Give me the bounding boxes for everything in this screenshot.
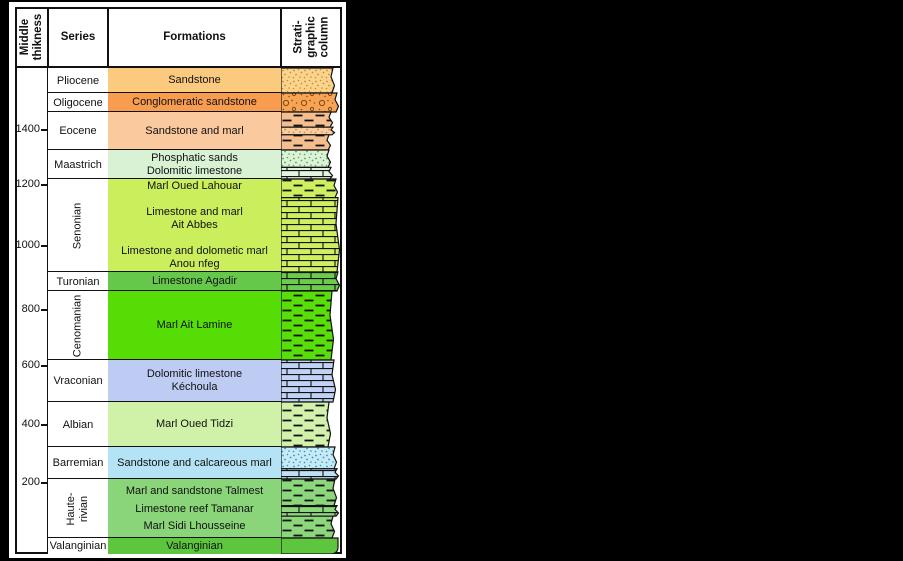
series-label-barremian: Barremian	[52, 457, 104, 469]
series-cell-maastrich	[48, 150, 108, 179]
header-strat-column	[281, 7, 342, 67]
formation-text-line: Sandstone and marl	[145, 124, 244, 137]
series-cell-vraconian	[48, 360, 108, 402]
header-strat-line1: Strati-	[292, 20, 304, 54]
formation-text-line: Valanginian	[166, 539, 223, 552]
strat-band-senonian-1	[281, 198, 340, 272]
header-thickness-rotated-text	[19, 14, 45, 61]
depth-tick-label: 400	[21, 418, 40, 430]
strat-band-barremian-1	[281, 469, 339, 479]
formation-text-line: Dolomitic limestone	[146, 164, 243, 177]
depth-tick-mark	[41, 184, 48, 186]
series-cell-hauterivian	[48, 479, 108, 538]
series-label-line: Senonian	[71, 202, 84, 249]
strat-band-cenomanian-0	[281, 291, 334, 360]
formation-cell-pliocene	[108, 68, 281, 93]
series-cell-valanginian	[48, 538, 108, 554]
depth-tick-label: 800	[21, 303, 40, 315]
series-label-line: Cenomanian	[71, 294, 84, 357]
formation-cell-albian	[108, 402, 281, 447]
depth-tick-label: 1400	[15, 123, 40, 135]
formation-text-line: Sandstone	[168, 74, 221, 86]
formation-text-line: Limestone reef Tamanar	[135, 502, 254, 515]
series-label-maastrich: Maastrich	[54, 158, 102, 171]
strat-band-valanginian-0	[281, 538, 338, 554]
formation-text-line: Marl Oued Tidzi	[155, 418, 234, 430]
formation-text-line	[108, 193, 281, 206]
formation-cell-vraconian	[108, 360, 281, 402]
formation-text-line: Limestone and dolometic marl	[121, 245, 268, 257]
formation-cell-maastrich	[108, 150, 281, 179]
header-series-label: Series	[60, 30, 96, 43]
depth-tick-label: 1200	[15, 178, 40, 190]
series-label-line: rivian	[78, 495, 90, 522]
series-label-hauterivian	[65, 492, 91, 525]
strat-band-senonian-0	[281, 179, 338, 198]
header-strat-line2: graphic	[305, 16, 317, 58]
stratigraphic-column	[281, 68, 342, 554]
formation-text-line: Limestone and marl	[146, 206, 243, 218]
strat-band-eocene-0	[281, 112, 333, 127]
formation-cell-valanginian	[108, 538, 281, 554]
formation-text-line: Marl Sidi Lhousseine	[143, 520, 246, 533]
header-strat-rotated-text	[292, 16, 331, 58]
formation-text-line	[108, 232, 281, 245]
strat-band-pliocene-0	[281, 68, 335, 93]
series-label-valanginian: Valanginian	[49, 540, 107, 552]
formation-text-line: Ait Abbes	[171, 219, 218, 231]
formation-text-line: Phosphatic sands	[151, 151, 238, 164]
strat-band-hauterivian-1	[281, 506, 339, 517]
depth-tick-mark	[41, 424, 48, 426]
series-label-turonian: Turonian	[56, 275, 100, 288]
series-label-cenomanian	[72, 294, 85, 356]
formation-cell-senonian	[108, 179, 281, 272]
formation-cell-oligocene	[108, 93, 281, 112]
formation-text-line: Marl Oued Lahouar	[147, 180, 242, 192]
series-label-senonian	[72, 202, 85, 249]
formation-cell-hauterivian	[108, 479, 281, 538]
strat-band-turonian-0	[281, 272, 340, 291]
formation-text-line: Conglomeratic sandstone	[132, 96, 257, 108]
stratigraphic-column-svg	[281, 68, 342, 554]
formation-text-line: Sandstone and calcareous marl	[117, 456, 272, 469]
formation-text-line: Limestone Agadir	[152, 275, 237, 287]
header-thickness	[15, 7, 48, 67]
formation-cell-barremian	[108, 447, 281, 479]
strat-band-eocene-2	[281, 135, 331, 150]
formation-text-line: Dolomitic limestone	[146, 368, 243, 380]
series-label-albian: Albian	[62, 418, 94, 431]
header-formations-label: Formations	[163, 30, 226, 43]
series-cell-oligocene	[48, 93, 108, 112]
series-label-eocene: Eocene	[59, 125, 97, 137]
depth-tick-mark	[41, 365, 48, 367]
header-thickness-line1: Middle	[18, 18, 31, 56]
header-thickness-line2: thikness	[31, 13, 44, 61]
series-label-line: Haute-	[65, 491, 77, 526]
strat-band-hauterivian-0	[281, 479, 337, 506]
strat-band-barremian-0	[281, 447, 337, 469]
strat-band-maastrich-0	[281, 150, 331, 167]
strat-band-vraconian-0	[281, 360, 336, 402]
formation-cell-turonian	[108, 272, 281, 291]
series-label-oligocene: Oligocene	[53, 96, 103, 109]
formation-text-line: Anou nfeg	[169, 258, 220, 270]
strat-band-eocene-1	[281, 127, 335, 135]
formation-cell-cenomanian	[108, 291, 281, 360]
depth-tick-mark	[41, 129, 48, 131]
series-label-pliocene: Pliocene	[56, 74, 100, 87]
formation-text-line: Marl and sandstone Talmest	[125, 484, 264, 497]
strat-band-maastrich-1	[281, 167, 333, 179]
series-cell-albian	[48, 402, 108, 447]
depth-tick-mark	[41, 309, 48, 311]
header-series	[48, 7, 108, 67]
formation-cell-eocene	[108, 112, 281, 150]
depth-tick-label: 1000	[15, 239, 40, 251]
header-formations	[108, 7, 281, 67]
formation-text-line: Kéchoula	[171, 381, 218, 393]
series-cell-cenomanian	[48, 291, 108, 360]
depth-tick-label: 600	[21, 359, 40, 371]
depth-tick-label: 200	[21, 476, 40, 488]
header-strat-line3: column	[318, 16, 330, 58]
strat-band-hauterivian-2	[281, 516, 335, 538]
strat-band-albian-0	[281, 402, 331, 447]
series-cell-senonian	[48, 179, 108, 272]
series-cell-eocene	[48, 112, 108, 150]
strat-band-oligocene-0	[281, 93, 339, 112]
depth-tick-mark	[41, 245, 48, 247]
series-cell-barremian	[48, 447, 108, 479]
depth-tick-mark	[41, 482, 48, 484]
series-label-vraconian: Vraconian	[53, 375, 103, 387]
series-cell-pliocene	[48, 68, 108, 93]
series-cell-turonian	[48, 272, 108, 291]
formation-text-line: Marl Ait Lamine	[156, 319, 233, 331]
